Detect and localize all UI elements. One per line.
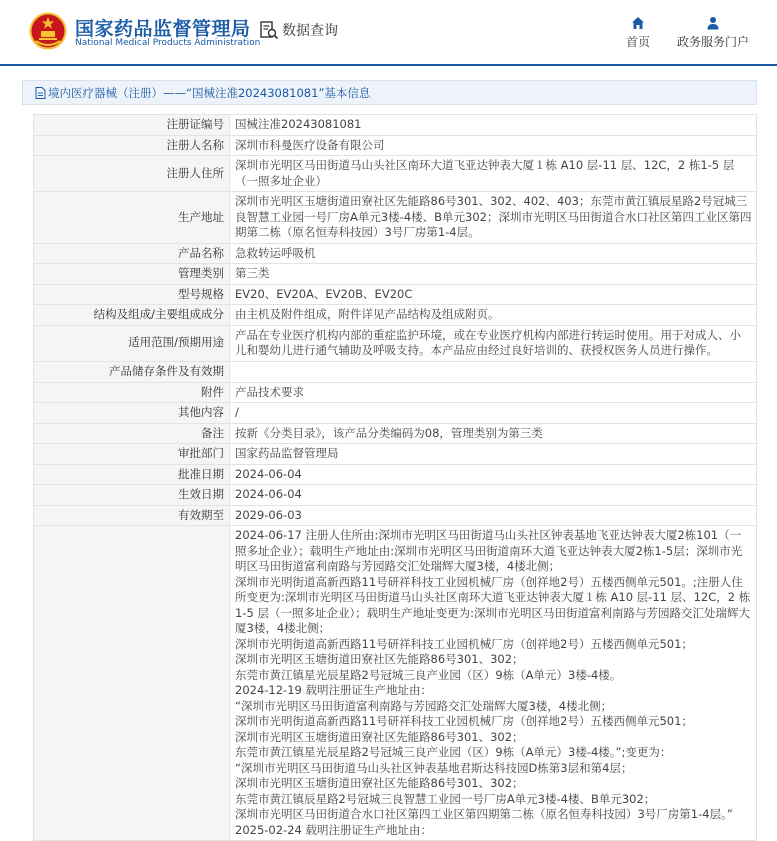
field-label: 管理类别 xyxy=(34,264,230,285)
table-row xyxy=(34,192,757,244)
field-value xyxy=(230,361,757,382)
table-row xyxy=(34,444,757,465)
field-label: 其他内容 xyxy=(34,403,230,424)
table-row xyxy=(34,361,757,382)
change-log-row xyxy=(34,526,757,841)
search-document-icon xyxy=(259,20,279,40)
change-log-line: 深圳市光明街道高新西路11号研祥科技工业园机械厂房（创祥地2号）五楼西侧单元501； xyxy=(235,636,693,651)
field-value: 深圳市光明区玉塘街道田寮社区先能路86号301、302、402、403；东莞市黄江镇辰星路2号冠城三良智慧工业园一号厂房A单元3楼-4楼、B单元302；深圳市光明区马田街道合水口社区第四工业区第四期第二栋（原名恒寿科技园）3号厂房第1-4层。 xyxy=(230,192,757,244)
field-label: 结构及组成/主要组成成分 xyxy=(34,305,230,326)
field-label: 注册人名称 xyxy=(34,135,230,156)
nav-home-label: 首页 xyxy=(625,35,650,49)
nav-service-label: 政务服务门户 xyxy=(676,35,749,49)
site-subtitle: National Medical Products Administration xyxy=(75,38,261,48)
change-log-value xyxy=(230,526,757,841)
field-value: 国械注准20243081081 xyxy=(230,115,757,136)
field-label: 生产地址 xyxy=(34,192,230,244)
national-emblem-icon[interactable] xyxy=(29,11,67,51)
data-query-label: 数据查询 xyxy=(282,23,338,39)
field-value: EV20、EV20A、EV20B、EV20C xyxy=(230,284,757,305)
home-icon xyxy=(631,16,645,30)
field-label: 产品名称 xyxy=(34,243,230,264)
field-label: 审批部门 xyxy=(34,444,230,465)
change-log-line: “深圳市光明区马田街道富利南路与芳园路交汇处瑞辉大厦3楼，4楼北侧； xyxy=(235,698,613,713)
field-label: 有效期至 xyxy=(34,505,230,526)
change-log-label xyxy=(34,526,230,841)
change-log-line: 东莞市黄江镇星光辰星路2号冠城三良产业园（区）9栋（A单元）3楼-4楼。 xyxy=(235,667,622,682)
field-label: 注册证编号 xyxy=(34,115,230,136)
field-label: 适用范围/预期用途 xyxy=(34,325,230,361)
change-log-line: 2024-12-19 载明注册证生产地址由： xyxy=(235,683,432,697)
table-row xyxy=(34,115,757,136)
change-log-line: 深圳市光明街道高新西路11号研祥科技工业园机械厂房（创祥地2号）五楼西侧单元501。;注册人住所变更为:深圳市光明区马田街道马山头社区南环大道飞亚达钟表大厦１栋 A10 层-11 层、12C，2 栋1-5 层（一照多址企业）；载明生产地址变更为:深圳市光明区马田街道富利南路与芳园路交汇处瑞辉大厦3楼，4楼北侧； xyxy=(235,574,751,635)
field-value: 产品在专业医疗机构内部的重症监护环境，或在专业医疗机构内部进行转运时使用。用于对成人、小儿和婴幼儿进行通气辅助及呼吸支持。本产品应由经过良好培训的、获授权医务人员进行操作。 xyxy=(230,325,757,361)
change-log-line: 深圳市光明街道高新西路11号研祥科技工业园机械厂房（创祥地2号）五楼西侧单元501； xyxy=(235,714,693,728)
table-row xyxy=(34,423,757,444)
table-row xyxy=(34,325,757,361)
field-label: 型号规格 xyxy=(34,284,230,305)
field-label: 备注 xyxy=(34,423,230,444)
change-log-line: 深圳市光明区玉塘街道田寮社区先能路86号301、302； xyxy=(235,776,524,790)
field-value: 深圳市科曼医疗设备有限公司 xyxy=(230,135,757,156)
table-row xyxy=(34,264,757,285)
field-value: 2024-06-04 xyxy=(230,485,757,506)
table-row xyxy=(34,284,757,305)
detail-table xyxy=(33,114,757,841)
field-label: 注册人住所 xyxy=(34,156,230,192)
table-row xyxy=(34,382,757,403)
field-label: 生效日期 xyxy=(34,485,230,506)
data-query-link[interactable] xyxy=(259,20,338,40)
field-label: 附件 xyxy=(34,382,230,403)
nav-service-portal[interactable] xyxy=(675,16,751,50)
change-log-line: 2025-02-24 载明注册证生产地址由： xyxy=(235,822,432,837)
field-value: 2029-06-03 xyxy=(230,505,757,526)
field-value: 深圳市光明区马田街道马山头社区南环大道飞亚达钟表大厦１栋 A10 层-11 层、12C，2 栋1-5 层（一照多址企业） xyxy=(230,156,757,192)
field-value: 第三类 xyxy=(230,264,757,285)
change-log-line: “深圳市光明区马田街道马山头社区钟表基地君斯达科技园D栋第3层和第4层； xyxy=(235,760,633,775)
field-value: 按新《分类目录》，该产品分类编码为08，管理类别为第三类 xyxy=(230,423,757,444)
change-log-line: 深圳市光明区马田街道合水口社区第四工业区第四期第二栋（原名恒寿科技园）3号厂房第1-4层。” xyxy=(235,807,733,821)
site-header xyxy=(0,0,777,66)
change-log-line: 2024-06-17 注册人住所由:深圳市光明区马田街道马山头社区钟表基地飞亚达钟表大厦2栋101（一照多址企业）；载明生产地址由:深圳市光明区马田街道南环大道飞亚达钟表大厦2栋1-5层；深圳市光明区马田街道富利南路与芳园路交汇处瑞辉大厦3楼，4楼北侧； xyxy=(235,528,743,573)
field-value: 2024-06-04 xyxy=(230,464,757,485)
table-row xyxy=(34,464,757,485)
field-label: 批准日期 xyxy=(34,464,230,485)
table-row xyxy=(34,403,757,424)
document-icon xyxy=(35,87,46,99)
table-row xyxy=(34,243,757,264)
table-row xyxy=(34,156,757,192)
field-value: 由主机及附件组成，附件详见产品结构及组成附页。 xyxy=(230,305,757,326)
field-value: 产品技术要求 xyxy=(230,382,757,403)
table-row xyxy=(34,135,757,156)
change-log-line: 深圳市光明区玉塘街道田寮社区先能路86号301、302； xyxy=(235,652,524,666)
breadcrumb xyxy=(22,80,757,105)
nav-home[interactable] xyxy=(620,16,656,50)
user-icon xyxy=(706,16,720,30)
table-row xyxy=(34,305,757,326)
field-value: 国家药品监督管理局 xyxy=(230,444,757,465)
change-log-line: 东莞市黄江镇辰星路2号冠城三良智慧工业园一号厂房A单元3楼-4楼、B单元302； xyxy=(235,791,656,806)
site-title: 国家药品监督管理局 xyxy=(75,18,251,40)
field-value: / xyxy=(230,403,757,424)
change-log-line: 深圳市光明区玉塘街道田寮社区先能路86号301、302； xyxy=(235,729,524,744)
table-row xyxy=(34,505,757,526)
field-value: 急救转运呼吸机 xyxy=(230,243,757,264)
breadcrumb-text: 境内医疗器械（注册）——“国械注准20243081081”基本信息 xyxy=(48,85,371,100)
field-label: 产品储存条件及有效期 xyxy=(34,361,230,382)
table-row xyxy=(34,485,757,506)
change-log-line: 东莞市黄江镇星光辰星路2号冠城三良产业园（区）9栋（A单元）3楼-4楼。”;变更为： xyxy=(235,745,672,759)
